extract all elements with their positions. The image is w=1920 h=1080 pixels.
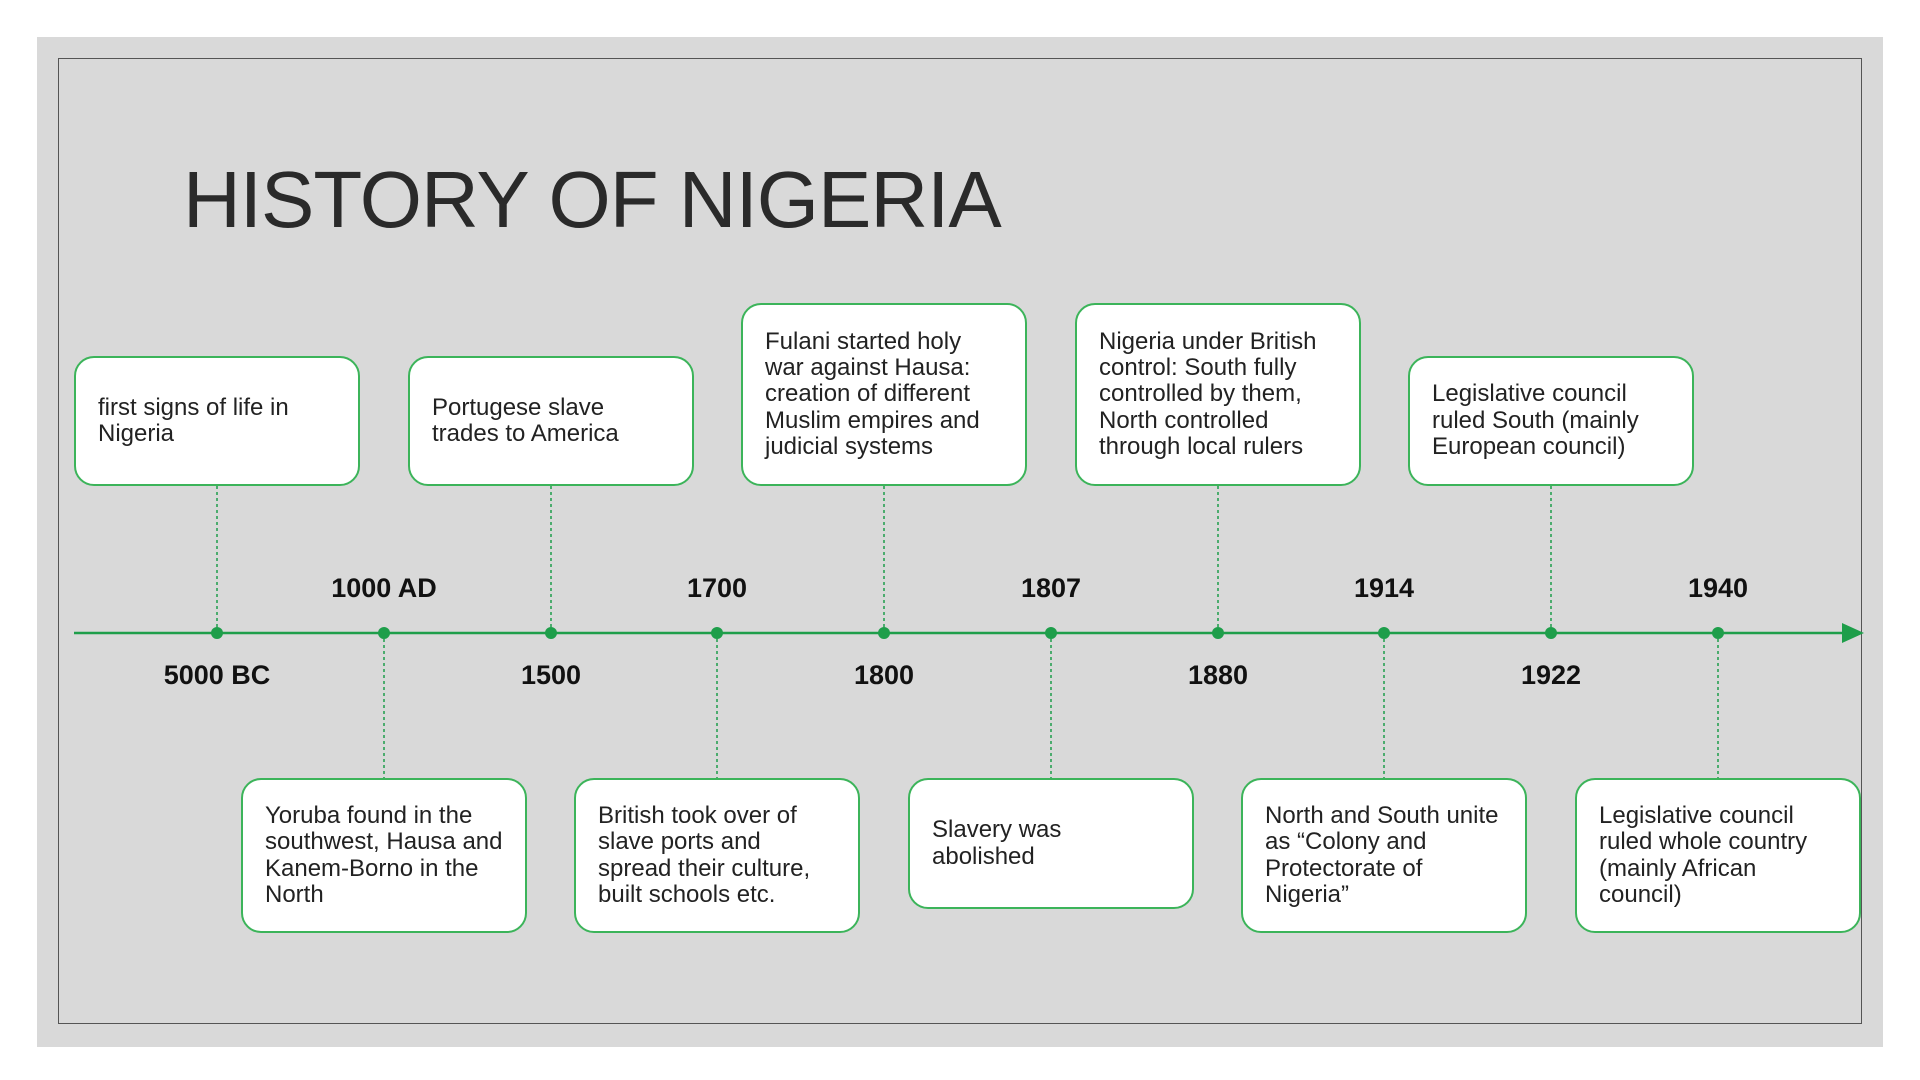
year-label-5000bc: 5000 BC <box>163 660 271 690</box>
marker-1922 <box>1545 627 1557 639</box>
timeline-arrow-icon <box>1842 623 1864 643</box>
page-title: HISTORY OF NIGERIA <box>183 155 1001 244</box>
event-box-1880 <box>1075 303 1361 486</box>
event-box-1500 <box>408 356 694 486</box>
event-text: first signs of life in Nigeria <box>98 393 289 447</box>
event-box-1940 <box>1575 778 1861 933</box>
year-label-1940: 1940 <box>1687 573 1749 603</box>
year-label-1914: 1914 <box>1353 573 1415 603</box>
year-label-1500: 1500 <box>520 660 582 690</box>
marker-5000bc <box>211 627 223 639</box>
event-box-1922 <box>1408 356 1694 486</box>
event-box-5000bc <box>74 356 360 486</box>
event-box-1800 <box>741 303 1027 486</box>
event-text: Legislative council ruled whole country (mainly African council) <box>1599 801 1808 908</box>
event-text: Portugese slave trades to America <box>432 393 619 447</box>
year-label-1000ad: 1000 AD <box>331 573 437 603</box>
marker-1807 <box>1045 627 1057 639</box>
marker-1000ad <box>378 627 390 639</box>
event-text: Nigeria under British control: South fully controlled by them, North controlled through local rulers <box>1099 327 1317 461</box>
event-box-1914 <box>1241 778 1527 933</box>
year-label-1922: 1922 <box>1520 660 1582 690</box>
marker-1940 <box>1712 627 1724 639</box>
marker-1914 <box>1378 627 1390 639</box>
marker-1880 <box>1212 627 1224 639</box>
event-text: North and South unite as “Colony and Protectorate of Nigeria” <box>1265 801 1499 908</box>
event-text: Yoruba found in the southwest, Hausa and Kanem-Borno in the North <box>265 801 503 908</box>
year-label-1700: 1700 <box>686 573 748 603</box>
marker-1800 <box>878 627 890 639</box>
event-text: Legislative council ruled South (mainly European council) <box>1432 380 1639 461</box>
event-box-1700 <box>574 778 860 933</box>
year-label-1807: 1807 <box>1020 573 1082 603</box>
event-box-1000ad <box>241 778 527 933</box>
event-box-1807 <box>908 778 1194 909</box>
year-label-1800: 1800 <box>853 660 915 690</box>
event-text: Fulani started holy war against Hausa: creation of different Muslim empires and judicial systems <box>765 327 980 461</box>
marker-1700 <box>711 627 723 639</box>
marker-1500 <box>545 627 557 639</box>
event-text: Slavery was abolished <box>932 816 1062 870</box>
year-label-1880: 1880 <box>1187 660 1249 690</box>
event-text: British took over of slave ports and spread their culture, built schools etc. <box>598 801 811 908</box>
